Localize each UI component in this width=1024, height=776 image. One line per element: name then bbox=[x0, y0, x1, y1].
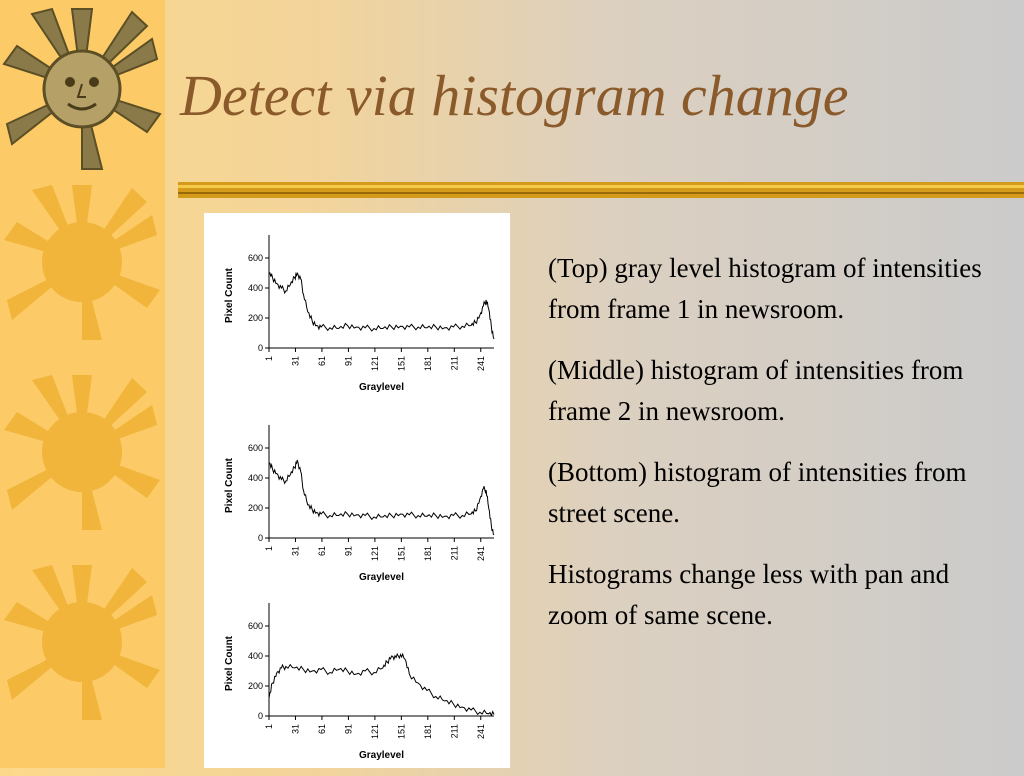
x-tick-label: 31 bbox=[290, 546, 301, 557]
x-tick-label: 151 bbox=[396, 724, 407, 740]
x-tick-label: 121 bbox=[369, 546, 380, 562]
y-tick-label: 400 bbox=[247, 283, 263, 293]
y-tick-label: 0 bbox=[257, 343, 263, 353]
x-tick-label: 181 bbox=[422, 724, 433, 740]
x-tick-label: 211 bbox=[449, 724, 460, 739]
y-axis-label: Pixel Count bbox=[224, 635, 235, 692]
x-tick-label: 1 bbox=[264, 356, 274, 362]
x-tick-label: 241 bbox=[475, 724, 486, 740]
x-tick-label: 151 bbox=[396, 546, 407, 562]
histogram-figure bbox=[204, 213, 510, 768]
y-tick-label: 600 bbox=[247, 621, 263, 631]
x-tick-label: 91 bbox=[343, 546, 354, 557]
y-tick-label: 200 bbox=[247, 681, 263, 691]
sun-icon bbox=[2, 180, 162, 345]
x-axis-label: Graylevel bbox=[358, 750, 405, 761]
histogram-series-line bbox=[269, 654, 494, 715]
y-tick-label: 200 bbox=[247, 503, 263, 513]
x-tick-label: 211 bbox=[449, 356, 460, 371]
x-tick-label: 61 bbox=[316, 356, 327, 367]
x-tick-label: 241 bbox=[475, 546, 486, 562]
y-tick-label: 400 bbox=[247, 473, 263, 483]
sun-face-icon bbox=[2, 4, 162, 174]
y-tick-label: 0 bbox=[257, 711, 263, 721]
y-tick-label: 200 bbox=[247, 313, 263, 323]
note-middle: (Middle) histogram of intensities from frame 2 in newsroom. bbox=[548, 355, 964, 426]
x-tick-label: 1 bbox=[264, 724, 274, 730]
x-tick-label: 31 bbox=[290, 724, 301, 735]
slide-title: Detect via histogram change bbox=[180, 63, 849, 128]
note-top: (Top) gray level histogram of intensities from frame 1 in newsroom. bbox=[548, 253, 982, 324]
x-tick-label: 151 bbox=[396, 356, 407, 372]
histogram-top bbox=[204, 223, 510, 408]
x-tick-label: 31 bbox=[290, 356, 301, 367]
slide-notes bbox=[548, 248, 988, 656]
y-tick-label: 600 bbox=[247, 443, 263, 453]
sun-icon bbox=[2, 370, 162, 535]
x-tick-label: 61 bbox=[316, 546, 327, 557]
x-tick-label: 121 bbox=[369, 724, 380, 740]
x-tick-label: 1 bbox=[264, 546, 274, 552]
x-axis-label: Graylevel bbox=[358, 382, 405, 393]
x-axis-label: Graylevel bbox=[358, 572, 405, 583]
x-tick-label: 181 bbox=[422, 546, 433, 562]
y-axis-label: Pixel Count bbox=[224, 267, 235, 324]
x-tick-label: 181 bbox=[422, 356, 433, 372]
decorative-left-strip bbox=[0, 0, 165, 768]
x-tick-label: 211 bbox=[449, 546, 460, 561]
x-tick-label: 91 bbox=[343, 356, 354, 367]
y-tick-label: 0 bbox=[257, 533, 263, 543]
histogram-series-line bbox=[269, 460, 494, 535]
x-tick-label: 121 bbox=[369, 356, 380, 372]
note-conclusion: Histograms change less with pan and zoom of same scene. bbox=[548, 559, 950, 630]
histogram-bottom bbox=[204, 591, 510, 776]
x-tick-label: 91 bbox=[343, 724, 354, 735]
x-tick-label: 241 bbox=[475, 356, 486, 372]
histogram-series-line bbox=[269, 273, 494, 339]
note-bottom: (Bottom) histogram of intensities from street scene. bbox=[548, 457, 967, 528]
y-tick-label: 400 bbox=[247, 651, 263, 661]
y-axis-label: Pixel Count bbox=[224, 457, 235, 514]
sun-icon bbox=[2, 560, 162, 725]
histogram-middle bbox=[204, 413, 510, 598]
title-divider bbox=[178, 180, 1024, 200]
y-tick-label: 600 bbox=[247, 253, 263, 263]
x-tick-label: 61 bbox=[316, 724, 327, 735]
